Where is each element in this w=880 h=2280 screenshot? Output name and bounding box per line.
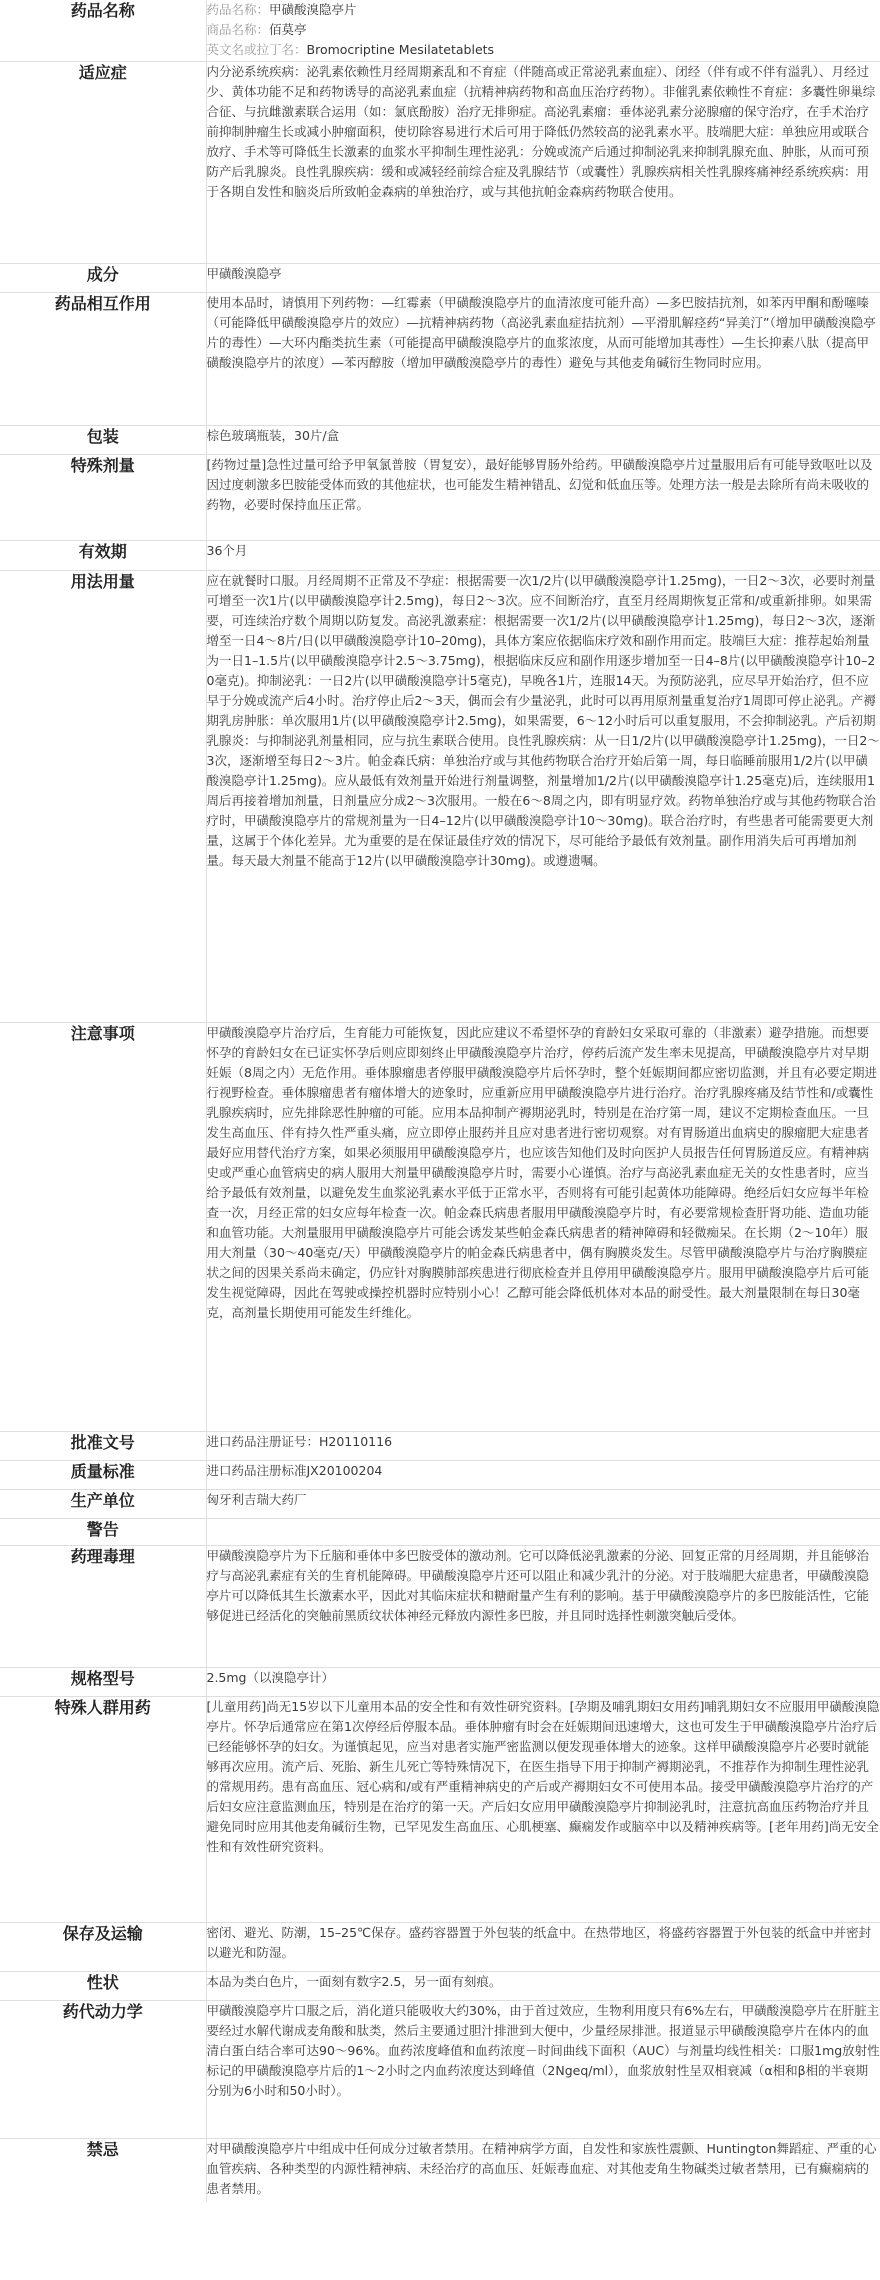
label-manufacturer: 生产单位 (0, 1489, 206, 1518)
label-contraindication: 禁忌 (0, 2138, 206, 2202)
generic-name-line (207, 0, 880, 20)
label-appearance: 性状 (0, 1971, 206, 2000)
row-drug-name (0, 0, 880, 61)
label-storage: 保存及运输 (0, 1922, 206, 1971)
label-dosage: 用法用量 (0, 570, 206, 1022)
label-quality: 质量标准 (0, 1460, 206, 1489)
row-appearance (0, 1971, 880, 2000)
caution-text: 甲磺酸溴隐亭片治疗后，生育能力可能恢复，因此应建议不希望怀孕的育龄妇女采取可靠的（非激素）避孕措施。而想要怀孕的育龄妇女在已证实怀孕后则应即刻终止甲磺酸溴隐亭片治疗，停药后流产发生率未见提高，甲磺酸溴隐亭片对早期妊娠（8周之内）无危作用。垂体腺瘤患者停服甲磺酸溴隐亭片后怀孕时，整个妊娠期间都应密切监测，并且有必要定期进行视野检查。垂体腺瘤患者有瘤体增大的迹象时，应重新应用甲磺酸溴隐亭片进行治疗。治疗乳腺疼痛及结节性和/或囊性乳腺疾病时，应先排除恶性肿瘤的可能。应用本品抑制产褥期泌乳时，特别是在治疗第一周，建议不定期检查血压。一旦发生高血压、伴有持久性严重头痛，应立即停止服药并且应对患者进行密切观察。对有胃肠道出血病史的腺瘤肥大症患者最好应用替代治疗方案，如果必须服用甲磺酸溴隐亭片，也应该告知他们及时向医护人员报告任何胃肠道反应。有精神病史或严重心血管病史的病人服用大剂量甲磺酸溴隐亭片时，需要小心谨慎。治疗与高泌乳素血症无关的女性患者时，应当给予最低有效剂量，以避免发生血浆泌乳素水平低于正常水平，否则将有可能引起黄体功能障碍。绝经后妇女应每半年检查一次，月经正常的妇女应每年检查一次。帕金森氏病患者服用甲磺酸溴隐亭片时，有必要常规检查肝肾功能、造血功能和血管功能。大剂量服用甲磺酸溴隐亭片可能会诱发某些帕金森氏病患者的精神障碍和轻微痴呆。在长期（2～10年）服用大剂量（30～40毫克/天）甲磺酸溴隐亭片的帕金森氏病患者中，偶有胸膜炎发生。尽管甲磺酸溴隐亭片与治疗胸膜症状之间的因果关系尚未确定，仍应针对胸膜肺部疾患进行彻底检查并且停用甲磺酸溴隐亭片。服用甲磺酸溴隐亭片后可能发生视觉障碍，因此在驾驶或操控机器时应特别小心！乙醇可能会降低机体对本品的耐受性。最大剂量限制在每日30毫克，高剂量长期使用可能发生纤维化。 (206, 1024, 877, 1320)
label-special-groups: 特殊人群用药 (0, 1696, 206, 1922)
quality-text: 进口药品注册标准JX20100204 (206, 1462, 383, 1478)
english-name-value: Bromocriptine Mesilatetablets (306, 42, 495, 57)
row-caution (0, 1022, 880, 1431)
label-package: 包装 (0, 425, 206, 454)
pharmacokinetics-text: 甲磺酸溴隐亭片口服之后，消化道只能吸收大约30%，由于首过效应，生物利用度只有6%左右，甲磺酸溴隐亭片在肝脏主要经过水解代谢成麦角酸和肽类，然后主要通过胆汁排泄到大便中，少量经尿排泄。报道显示甲磺酸溴隐亭片在体内的血清白蛋白结合率可达90～96%。血药浓度峰值和血药浓度－时间曲线下面积（AUC）与剂量均线性相关：口服1mg放射性标记的甲磺酸溴隐亭片后的1～2小时之内血药浓度达到峰值（2Ngeq/ml），血浆放射性呈双相衰减（α相和β相的半衰期分别为6小时和50小时）。 (206, 2002, 880, 2098)
dosage-text: 应在就餐时口服。月经周期不正常及不孕症：根据需要一次1/2片(以甲磺酸溴隐亭计1.25mg)，一日2～3次，必要时剂量可增至一次1片(以甲磺酸溴隐亭计2.5mg)，每日2～3次。应不间断治疗，直至月经周期恢复正常和/或重新排卵。如果需要，可连续治疗数个周期以防复发。高泌乳激素症：根据需要一次1/2片(以甲磺酸溴隐亭计1.25mg)，每日2～3次，逐渐增至一日4～8片/日(以甲磺酸溴隐亭计10–20mg)，具体方案应依据临床疗效和副作用而定。肢端巨大症：推荐起始剂量为一日1–1.5片(以甲磺酸溴隐亭计2.5～3.75mg)，根据临床反应和副作用逐步增加至一日4–8片(以甲磺酸溴隐亭计10–20毫克)。抑制泌乳：一日2片(以甲磺酸溴隐亭计5毫克)，早晚各1片，连服14天。为预防泌乳，应尽早开始治疗，但不应早于分娩或流产后4小时。治疗停止后2～3天，偶而会有少量泌乳，此时可以再用原剂量重复治疗1周即可停止泌乳。产褥期乳房肿胀：单次服用1片(以甲磺酸溴隐亭计2.5mg)，如果需要，6～12小时后可以重复服用，不会抑制泌乳。产后初期乳腺炎：与抑制泌乳剂量相同，应与抗生素联合使用。良性乳腺疾病：从一日1/2片(以甲磺酸溴隐亭计1.25mg)，一日2～3次，逐渐增至每日2～3片。帕金森氏病：单独治疗或与其他药物联合治疗开始后第一周，每日临睡前服用1/2片(以甲磺酸溴隐亭计1.25mg)。应从最低有效剂量开始进行剂量调整，剂量增加1/2片(以甲磺酸溴隐亭计1.25毫克)后，连续服用1周后再接着增加剂量，日剂量应分成2～3次服用。一般在6～8周之内，即有明显疗效。药物单独治疗或与其他药物联合治疗时，甲磺酸溴隐亭片的常规剂量为一日4–12片(以甲磺酸溴隐亭计10～30mg)。联合治疗时，有些患者可能需要更大剂量，这属于个体化差异。尤为重要的是在保证最佳疗效的情况下，尽可能给予最低有效剂量。副作用消失后可再增加剂量。每天最大剂量不能高于12片(以甲磺酸溴隐亭计30mg)。或遵遗嘱。 (206, 572, 880, 868)
row-contraindication (0, 2138, 880, 2202)
row-indication (0, 61, 880, 263)
label-validity: 有效期 (0, 540, 206, 570)
spec-text: 2.5mg（以溴隐亭计） (206, 1669, 334, 1685)
approval-text: 进口药品注册证号：H20110116 (206, 1433, 393, 1449)
trade-name-key: 商品名称： (206, 22, 270, 37)
row-overdose (0, 454, 880, 540)
label-caution: 注意事项 (0, 1022, 206, 1431)
label-spec: 规格型号 (0, 1667, 206, 1696)
interaction-text: 使用本品时，请慎用下列药物：—红霉素（甲磺酸溴隐亭片的血清浓度可能升高）—多巴胺拮抗剂，如苯丙甲酮和酚噻嗪（可能降低甲磺酸溴隐亭片的效应）—抗精神病药物（高泌乳素血症拮抗剂）—平滑肌解痉药“异美汀”（增加甲磺酸溴隐亭片的毒性）—大环内酯类抗生素（可能提高甲磺酸溴隐亭片的血浆浓度，从而可能增加其毒性）—生长抑素八肽（提高甲磺酸溴隐亭片的浓度）—苯丙醇胺（增加甲磺酸溴隐亭片的毒性）避免与其他麦角碱衍生物同时应用。 (206, 294, 876, 370)
row-quality (0, 1460, 880, 1489)
row-ingredient (0, 263, 880, 292)
label-indication: 适应症 (0, 61, 206, 263)
trade-name-value: 佰莫亭 (269, 22, 307, 37)
package-text: 棕色玻璃瓶装，30片/盒 (206, 427, 340, 443)
row-pharmacology (0, 1545, 880, 1667)
english-name-line (207, 40, 880, 60)
row-warning (0, 1518, 880, 1545)
row-package (0, 425, 880, 454)
label-approval: 批准文号 (0, 1431, 206, 1460)
label-drug-name: 药品名称 (0, 0, 206, 61)
row-pharmacokinetics (0, 2000, 880, 2138)
row-manufacturer (0, 1489, 880, 1518)
row-interaction (0, 292, 880, 425)
overdose-text: [药物过量]急性过量可给予甲氧氯普胺（胃复安），最好能够胃肠外给药。甲磺酸溴隐亭片过量服用后有可能导致呕吐以及因过度刺激多巴胺能受体而致的其他症状，也可能发生精神错乱、幻觉和低血压等。处理方法一般是去除所有尚未吸收的药物，必要时保持血压正常。 (206, 456, 873, 512)
label-pharmacology: 药理毒理 (0, 1545, 206, 1667)
row-dosage (0, 570, 880, 1022)
label-pharmacokinetics: 药代动力学 (0, 2000, 206, 2138)
manufacturer-text: 匈牙利吉瑞大药厂 (206, 1491, 307, 1507)
row-spec (0, 1667, 880, 1696)
contraindication-text: 对甲磺酸溴隐亭片中组成中任何成分过敏者禁用。在精神病学方面，自发性和家族性震颤、Huntington舞蹈症、严重的心血管疾病、各种类型的内源性精神病、未经治疗的高血压、妊娠毒血症、对其他麦角生物碱类过敏者禁用，已有癫痫病的患者禁用。 (206, 2140, 877, 2196)
drug-name-block (206, 0, 880, 61)
appearance-text: 本品为类白色片，一面刻有数字2.5，另一面有刻痕。 (206, 1973, 502, 1989)
row-validity (0, 540, 880, 570)
generic-name-key: 药品名称： (206, 2, 270, 17)
label-overdose: 特殊剂量 (0, 454, 206, 540)
row-storage (0, 1922, 880, 1971)
pharmacology-text: 甲磺酸溴隐亭片为下丘脑和垂体中多巴胺受体的激动剂。它可以降低泌乳激素的分泌、回复正常的月经周期，并且能够治疗与高泌乳素症有关的生育机能障碍。甲磺酸溴隐亭片还可以阻止和减少乳汁的分泌。对于肢端肥大症患者，甲磺酸溴隐亭片可以降低其生长激素水平，因此对其临床症状和糖耐量产生有利的影响。基于甲磺酸溴隐亭片的多巴胺能活性，它能够促进已经活化的突触前黑质纹状体神经元释放内源性多巴胺，并且同时选择性刺激突触后受体。 (206, 1547, 870, 1623)
label-ingredient: 成分 (0, 263, 206, 292)
indication-text: 内分泌系统疾病：泌乳素依赖性月经周期紊乱和不育症（伴随高或正常泌乳素血症）、闭经（伴有或不伴有溢乳）、月经过少、黄体功能不足和药物诱导的高泌乳素血症（抗精神病药物和高血压治疗药物）。非催乳素依赖性不育症：多囊性卵巢综合征、与抗雌激素联合运用（如：氯底酚胺）治疗无排卵症。高泌乳素瘤：垂体泌乳素分泌腺瘤的保守治疗，在手术治疗前抑制肿瘤生长或减小肿瘤面积，使切除容易进行术后可用于降低仍然较高的泌乳素水平。肢端肥大症：单独应用或联合放疗、手术等可降低生长激素的血浆水平抑制生理性泌乳：分娩或流产后通过抑制泌乳来抑制乳腺充血、肿胀，从而可预防产后乳腺炎。良性乳腺疾病：缓和或减轻经前综合症及乳腺结节（或囊性）乳腺疾病相关性乳腺疼痛神经系统疾病：用于各期自发性和脑炎后所致帕金森病的单独治疗，或与其他抗帕金森病药物联合使用。 (206, 63, 876, 199)
validity-text: 36个月 (206, 542, 248, 558)
trade-name-line (207, 20, 880, 40)
ingredient-text: 甲磺酸溴隐亭 (206, 265, 282, 281)
storage-text: 密闭、避光、防潮，15–25℃保存。盛药容器置于外包装的纸盒中。在热带地区，将盛药容器置于外包装的纸盒中并密封以避光和防湿。 (206, 1924, 872, 1960)
special-groups-text: [儿童用药]尚无15岁以下儿童用本品的安全性和有效性研究资料。[孕期及哺乳期妇女用药]哺乳期妇女不应服用甲磺酸溴隐亭片。怀孕后通常应在第1次停经后停服本品。垂体肿瘤有时会在妊娠期间迅速增大，这也可发生于甲磺酸溴隐亭片治疗后已经能够怀孕的妇女。为谨慎起见，应当对患者实施严密监测以便发现垂体增大的迹象。这样甲磺酸溴隐亭片必要时就能够再次应用。流产后、死胎、新生儿死亡等特殊情况下，在医生指导下用于抑制产褥期泌乳，不推荐作为抑制生理性泌乳的常规用药。患有高血压、冠心病和/或有严重精神病史的产后或产褥期妇女不可使用本品。接受甲磺酸溴隐亭片治疗的产后妇女应注意监测血压，特别是在治疗的第一天。产后妇女应用甲磺酸溴隐亭片抑制泌乳时，注意抗高血压药物治疗并且避免同时应用其他麦角碱衍生物，已罕见发生高血压、心肌梗塞、癫痫发作或脑卒中以及精神疾病等。[老年用药]尚无安全性和有效性研究资料。 (206, 1698, 880, 1854)
english-name-key: 英文名或拉丁名： (206, 42, 307, 57)
row-approval (0, 1431, 880, 1460)
label-warning: 警告 (0, 1518, 206, 1545)
generic-name-value: 甲磺酸溴隐亭片 (269, 2, 357, 17)
label-interaction: 药品相互作用 (0, 292, 206, 425)
row-special-groups (0, 1696, 880, 1922)
